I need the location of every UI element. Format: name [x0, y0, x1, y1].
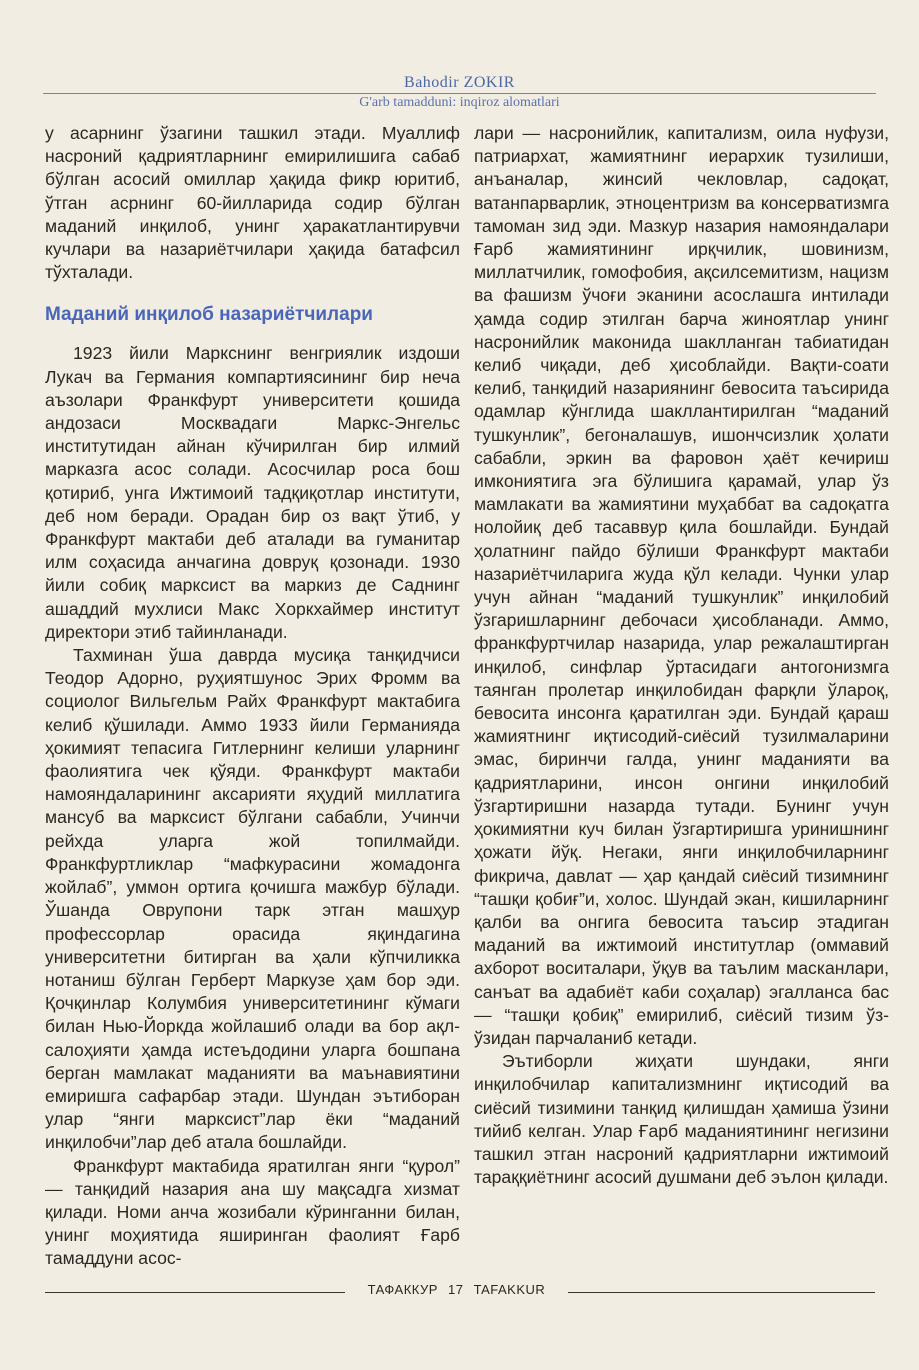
footer-rule-right	[568, 1292, 875, 1293]
page-number: 17	[448, 1282, 464, 1297]
right-column	[474, 122, 889, 1189]
author-name: Bahodir ZOKIR	[404, 74, 515, 91]
paragraph: Тахминан ўша даврда мусиқа танқидчиси Теодор Адорно, руҳиятшунос Эрих Фромм ва социолог Вильгельм Райх Франкфурт мактабига келиб қўшилади. Аммо 1933 йили Германияда ҳокимият тепасига Гитлернинг келиши уларнинг фаолиятига чек қўяди. Франкфурт мактаби намояндаларининг аксарияти яҳудий миллатига мансуб ва марксист бўлгани сабабли, Учинчи рейхда уларга жой топилмайди. Франкфуртликлар “мафкурасини жомадонга жойлаб”, уммон ортига қочишга мажбур бўлади. Ўшанда Оврупони тарк этган машҳур профессорлар орасида яқиндагина университетни битирган ва ҳали кўпчиликка нотаниш бўлган Герберт Маркузе ҳам бор эди. Қочқинлар Колумбия университетининг кўмаги билан Нью-Йоркда жойлашиб олади ва бор ақл-салоҳияти ҳамда истеъдодини уларга бошпана берган мамлакат маданияти ва маънавиятини емиришга сафарбар этади. Шундан эътиборан улар “янги марксист”лар ёки “маданий инқилобчи”лар деб атала бошлайди.	[45, 645, 460, 1153]
footer-text	[345, 1282, 568, 1297]
magazine-name-latin: TAFAKKUR	[473, 1282, 546, 1297]
page-footer	[0, 1280, 919, 1310]
left-column	[45, 122, 460, 1271]
section-heading: Маданий инқилоб назариётчилари	[45, 304, 373, 326]
running-title: G'arb tamadduni: inqiroz alomatlari	[359, 95, 560, 110]
header-rule	[43, 93, 876, 94]
paragraph: Эътиборли жиҳати шундаки, янги инқилобчилар капитализмнинг иқтисодий ва сиёсий тизимини танқид қилишдан ҳамиша ўзини тийиб келган. Улар Ғарб маданиятининг негизини ташкил этган насроний қадриятларни ижтимоий тараққиётнинг асосий душмани деб эълон қилади.	[474, 1051, 889, 1188]
paragraph: у асарнинг ўзагини ташкил этади. Муаллиф насроний қадриятларнинг емирилишига сабаб бўлган асосий омиллар ҳақида фикр юритиб, ўтган асрнинг 60-йилларида содир бўлган маданий инқилоб, унинг ҳаракатлантирувчи кучлари ва назариётчилари ҳақида батафсил тўхталади.	[45, 123, 460, 283]
paragraph: лари — насронийлик, капитализм, оила нуфузи, патриархат, жамиятнинг иерархик тузилиши, анъаналар, жинсий чекловлар, садоқат, ватанпарварлик, этноцентризм ва консерватизмга тамоман зид эди. Мазкур назария намояндалари Ғарб жамиятининг ирқчилик, шовинизм, миллатчилик, гомофобия, ақсилсемитизм, нацизм ва фашизм ўчоғи эканини асослашга интилади ҳамда содир этилган барча жиноятлар унинг насронийлик маконида шаклланган табиатидан келиб чиқади, деб ҳисоблайди. Вақти-соати келиб, танқидий назариянинг бевосита таъсирида одамлар кўнглида шакллантирилган “маданий тушкунлик”, бегоналашув, ишончсизлик ҳолати сабабли, эркин ва фаровон ҳаёт кечириш имкониятига эга бўлишига қарамай, улар ўз мамлакати ва жамиятини муҳаббат ва садоқатга нолойиқ деб тасаввур қила бошлайди. Бундай ҳолатнинг пайдо бўлиши Франкфурт мактаби назариётчиларига жуда қўл келади. Чунки улар учун айнан “маданий тушкунлик” инқилобий ўзгаришларнинг дебочаси ҳисобланади. Аммо, франкфуртчилар назарида, улар режалаштирган инқилоб, синфлар ўртасидаги антогонизмга таянган пролетар инқилобидан фарқли ўлароқ, бевосита инсонга қаратилган эди. Бундай қараш жамиятнинг иқтисодий-сиёсий тузилмаларини эмас, биринчи галда, унинг маданияти ва қадриятларини, инсон онгини инқилобий ўзгартиришни назарда тутади. Бунинг учун ҳокимиятни куч билан ўзгартиришга уринишнинг ҳожати йўқ. Негаки, янги инқилобчиларнинг фикрича, давлат — ҳар қандай сиёсий тизимнинг “ташқи қобиғ”и, холос. Шундай экан, кишиларнинг қалби ва онгига бевосита таъсир этадиган маданий ва ижтимоий институтлар (оммавий ахборот воситалари, ўқув ва таълим масканлари, санъат ва адабиёт каби соҳалар) эгалланса бас — “ташқи қобиқ” емирилиб, сиёсий тизим ўз-ўзидан парчаланиб кетади.	[474, 123, 889, 1048]
paragraph: Франкфурт мактабида яратилган янги “қурол” — танқидий назария ана шу мақсадга хизмат қилади. Номи анча жозибали кўринганни билан, унинг моҳиятида яширинган фаолият Ғарб тамаддуни асос-	[45, 1155, 460, 1269]
magazine-name-cyrillic: ТАФАККУР	[367, 1282, 438, 1297]
paragraph: 1923 йили Маркснинг венгриялик издоши Лукач ва Германия компартиясининг бир неча аъзолари Франкфурт университети қошида андозаси Москвадаги Маркс-Энгельс институтидан айнан кўчирилган бир илмий марказга асос солади. Асосчилар роса бош қотириб, унга Ижтимоий тадқиқотлар институти, деб ном беради. Орадан бир оз вақт ўтиб, у Франкфурт мактаби деб аталади ва гуманитар илм соҳасида анчагина довруқ қозонади. 1930 йили собиқ марксист ва маркиз де Саднинг ашаддий мухлиси Макс Хоркхаймер институт директори этиб тайинланади.	[45, 343, 460, 642]
page-header	[0, 0, 919, 110]
footer-rule-left	[45, 1292, 345, 1293]
